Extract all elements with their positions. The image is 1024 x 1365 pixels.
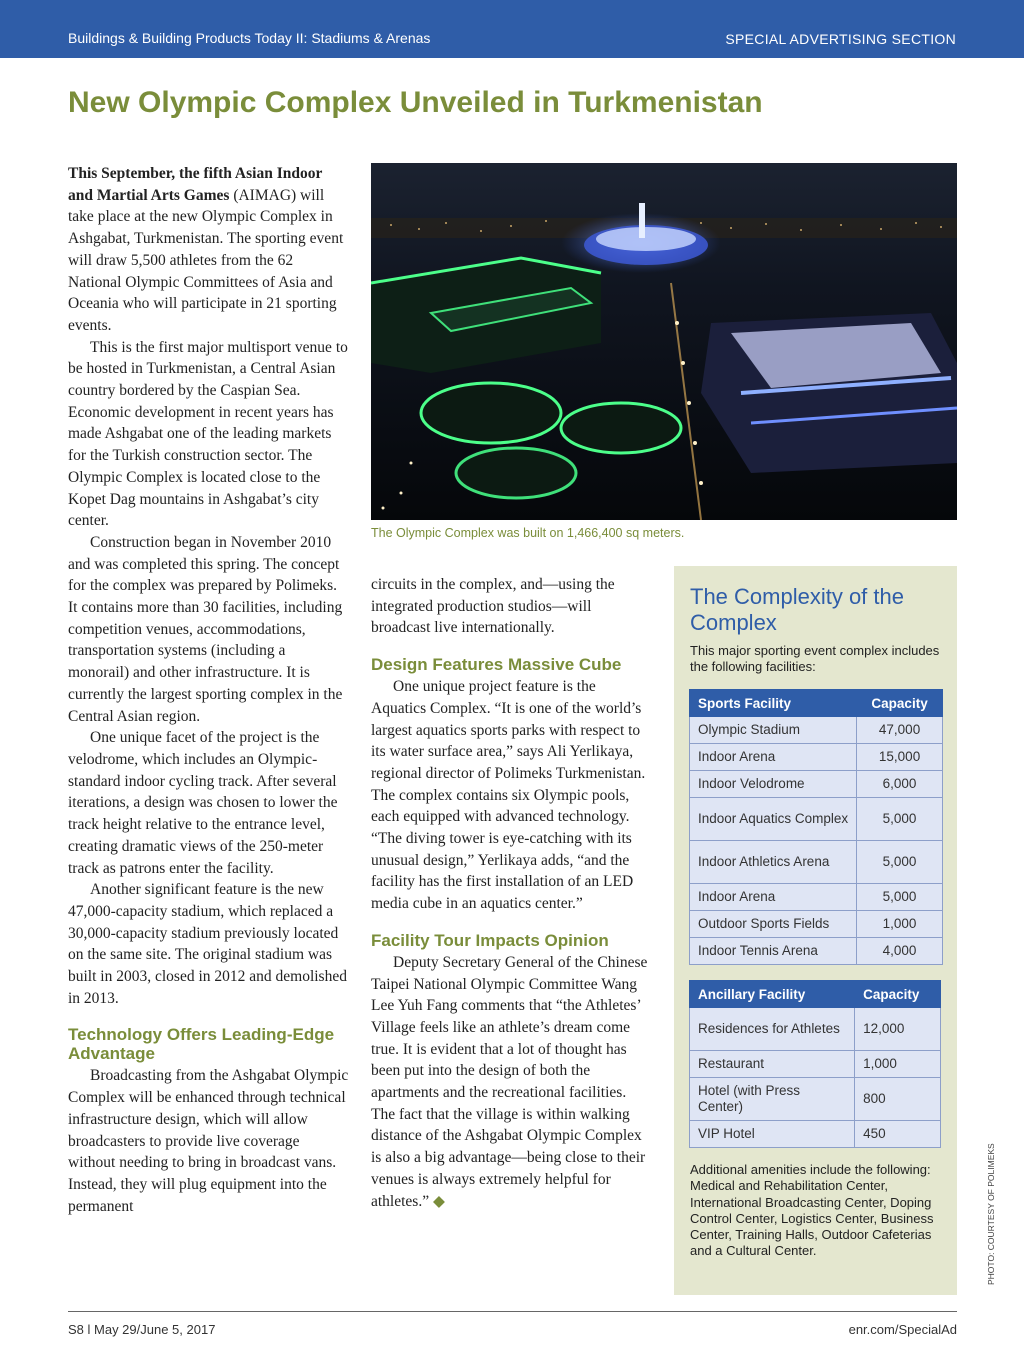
paragraph: One unique project feature is the Aquatics Complex. “It is one of the world’s largest aquatics sports parks with respect to its water surface area,” says Ali Yerlikaya, regional director of Polimeks Turkmenistan. The complex contains six Olympic pools, each equipped with advanced technology. “The diving tower is eye-catching with its unusual design,” Yerlikaya adds, “and the facility has the first installation of an LED media cube in an aquatics center.” [371, 678, 646, 913]
facility-name: Olympic Stadium [690, 717, 857, 744]
facility-capacity: 5,000 [857, 884, 943, 911]
table-row [690, 884, 943, 911]
column-header: Sports Facility [690, 690, 857, 717]
table-row [690, 1008, 941, 1051]
facility-name: Indoor Velodrome [690, 771, 857, 798]
paragraph: Construction began in November 2010 and was completed this spring. The concept for the complex was prepared by Polimeks. It contains more than 30 facilities, including competition venues, accommodations, transportation systems (including a monorail) and other infrastructure. It is currently the largest sporting complex in the Central Asian region. [68, 533, 343, 725]
sidebar-box [674, 566, 957, 1295]
publication-title: Buildings & Building Products Today II: Stadiums & Arenas [68, 30, 431, 46]
facility-name: Indoor Aquatics Complex [690, 798, 857, 841]
sports-facility-table [689, 689, 943, 965]
page-folio: S8 l May 29/June 5, 2017 [68, 1322, 216, 1337]
lead-rest: (AIMAG) will take place at the new Olympic Complex in Ashgabat, Turkmenistan. The sporting event will draw 5,500 athletes from the 62 National Olympic Committees of Asia and Oceania who will participate in 21 sporting events. [68, 186, 344, 334]
facility-capacity: 5,000 [857, 798, 943, 841]
article-title: New Olympic Complex Unveiled in Turkmenistan [68, 86, 763, 119]
article-column-2 [371, 574, 653, 1212]
facility-name: Hotel (with Press Center) [690, 1078, 855, 1121]
footer-rule [68, 1311, 957, 1312]
paragraph: Broadcasting from the Ashgabat Olympic Complex will be enhanced through technical infrastructure design, which will allow broadcasters to provide live coverage without needing to bring in broadcast vans. Instead, they will plug equipment into the permanent [68, 1067, 349, 1215]
photo-caption: The Olympic Complex was built on 1,466,400 sq meters. [371, 526, 685, 540]
facility-capacity: 12,000 [855, 1008, 941, 1051]
subhead-tour: Facility Tour Impacts Opinion [371, 930, 609, 950]
table-header-row [690, 690, 943, 717]
section-label: SPECIAL ADVERTISING SECTION [725, 31, 956, 47]
facility-name: Indoor Arena [690, 884, 857, 911]
olympic-complex-photo [371, 163, 957, 520]
table-row [690, 717, 943, 744]
facility-capacity: 800 [855, 1078, 941, 1121]
facility-capacity: 450 [855, 1121, 941, 1148]
amenities-note: Additional amenities include the following: Medical and Rehabilitation Center, International Broadcasting Center, Doping Control Center, Logistics Center, Business Center, Training Halls, Outdoor Cafeterias and a Cultural Center. [690, 1162, 934, 1259]
table-row [690, 938, 943, 965]
facility-name: VIP Hotel [690, 1121, 855, 1148]
night-aerial-illustration [371, 163, 957, 520]
paragraph: This is the first major multisport venue to be hosted in Turkmenistan, a Central Asian country bordered by the Caspian Sea. Economic development in recent years has made Ashgabat one of the leading markets for the Turkish construction sector. The Olympic Complex is located close to the Kopet Dag mountains in Ashgabat’s city center. [68, 338, 348, 530]
photo-credit: PHOTO: COURTESY OF POLIMEKS [986, 1143, 996, 1285]
paragraph: One unique facet of the project is the velodrome, which includes an Olympic-standard indoor cycling track. After several iterations, a design was chosen to lower the track height relative to the entrance level, creating dramatic views of the 250-meter track as patrons enter the facility. [68, 729, 338, 877]
table-row [690, 1121, 941, 1148]
table-row [690, 798, 943, 841]
facility-capacity: 5,000 [857, 841, 943, 884]
paragraph [371, 952, 653, 1212]
paragraph-text: Deputy Secretary General of the Chinese Taipei National Olympic Committee Wang Lee Yuh Fang comments that “the Athletes’ Village feels like an athlete’s dream come true. It is evident that a lot of thought has been put into the design of both the apartments and the recreational facilities. The fact that the village is within walking distance of the Ashgabat Olympic Complex is also a big advantage—being close to their venues is always extremely helpful for athletes.” [371, 953, 648, 1210]
table-row [690, 841, 943, 884]
table-row [690, 1078, 941, 1121]
facility-capacity: 1,000 [857, 911, 943, 938]
facility-capacity: 15,000 [857, 744, 943, 771]
end-mark-icon: ◆ [432, 1192, 445, 1210]
sidebar-intro: This major sporting event complex includes the following facilities: [690, 643, 940, 674]
facility-name: Residences for Athletes [690, 1008, 855, 1051]
sidebar-title: The Complexity of the Complex [690, 584, 904, 635]
footer-url: enr.com/SpecialAd [848, 1322, 957, 1337]
paragraph: Another significant feature is the new 47,000-capacity stadium, which replaced a 30,000-capacity stadium previously located on the same site. The original stadium was built in 2003, closed in 2012 and demolished in 2013. [68, 881, 347, 1007]
header-bar [0, 0, 1024, 58]
table-row [690, 771, 943, 798]
facility-capacity: 4,000 [857, 938, 943, 965]
table-header-row [690, 981, 941, 1008]
ancillary-facility-table [689, 980, 941, 1148]
column-header: Ancillary Facility [690, 981, 855, 1008]
lead-paragraph [68, 163, 350, 337]
facility-capacity: 47,000 [857, 717, 943, 744]
lead-bold: This September, the fifth Asian Indoor and Martial Arts Games [68, 165, 323, 204]
table-row [690, 1051, 941, 1078]
article-column-1 [68, 163, 350, 1217]
facility-capacity: 6,000 [857, 771, 943, 798]
column-header: Capacity [855, 981, 941, 1008]
facility-name: Outdoor Sports Fields [690, 911, 857, 938]
paragraph: circuits in the complex, and—using the integrated production studios—will broadcast live internationally. [371, 576, 615, 637]
subhead-technology: Technology Offers Leading-Edge Advantage [68, 1025, 335, 1064]
subhead-design: Design Features Massive Cube [371, 655, 622, 675]
facility-capacity: 1,000 [855, 1051, 941, 1078]
table-row [690, 744, 943, 771]
facility-name: Indoor Athletics Arena [690, 841, 857, 884]
facility-name: Indoor Tennis Arena [690, 938, 857, 965]
facility-name: Indoor Arena [690, 744, 857, 771]
column-header: Capacity [857, 690, 943, 717]
table-row [690, 911, 943, 938]
facility-name: Restaurant [690, 1051, 855, 1078]
